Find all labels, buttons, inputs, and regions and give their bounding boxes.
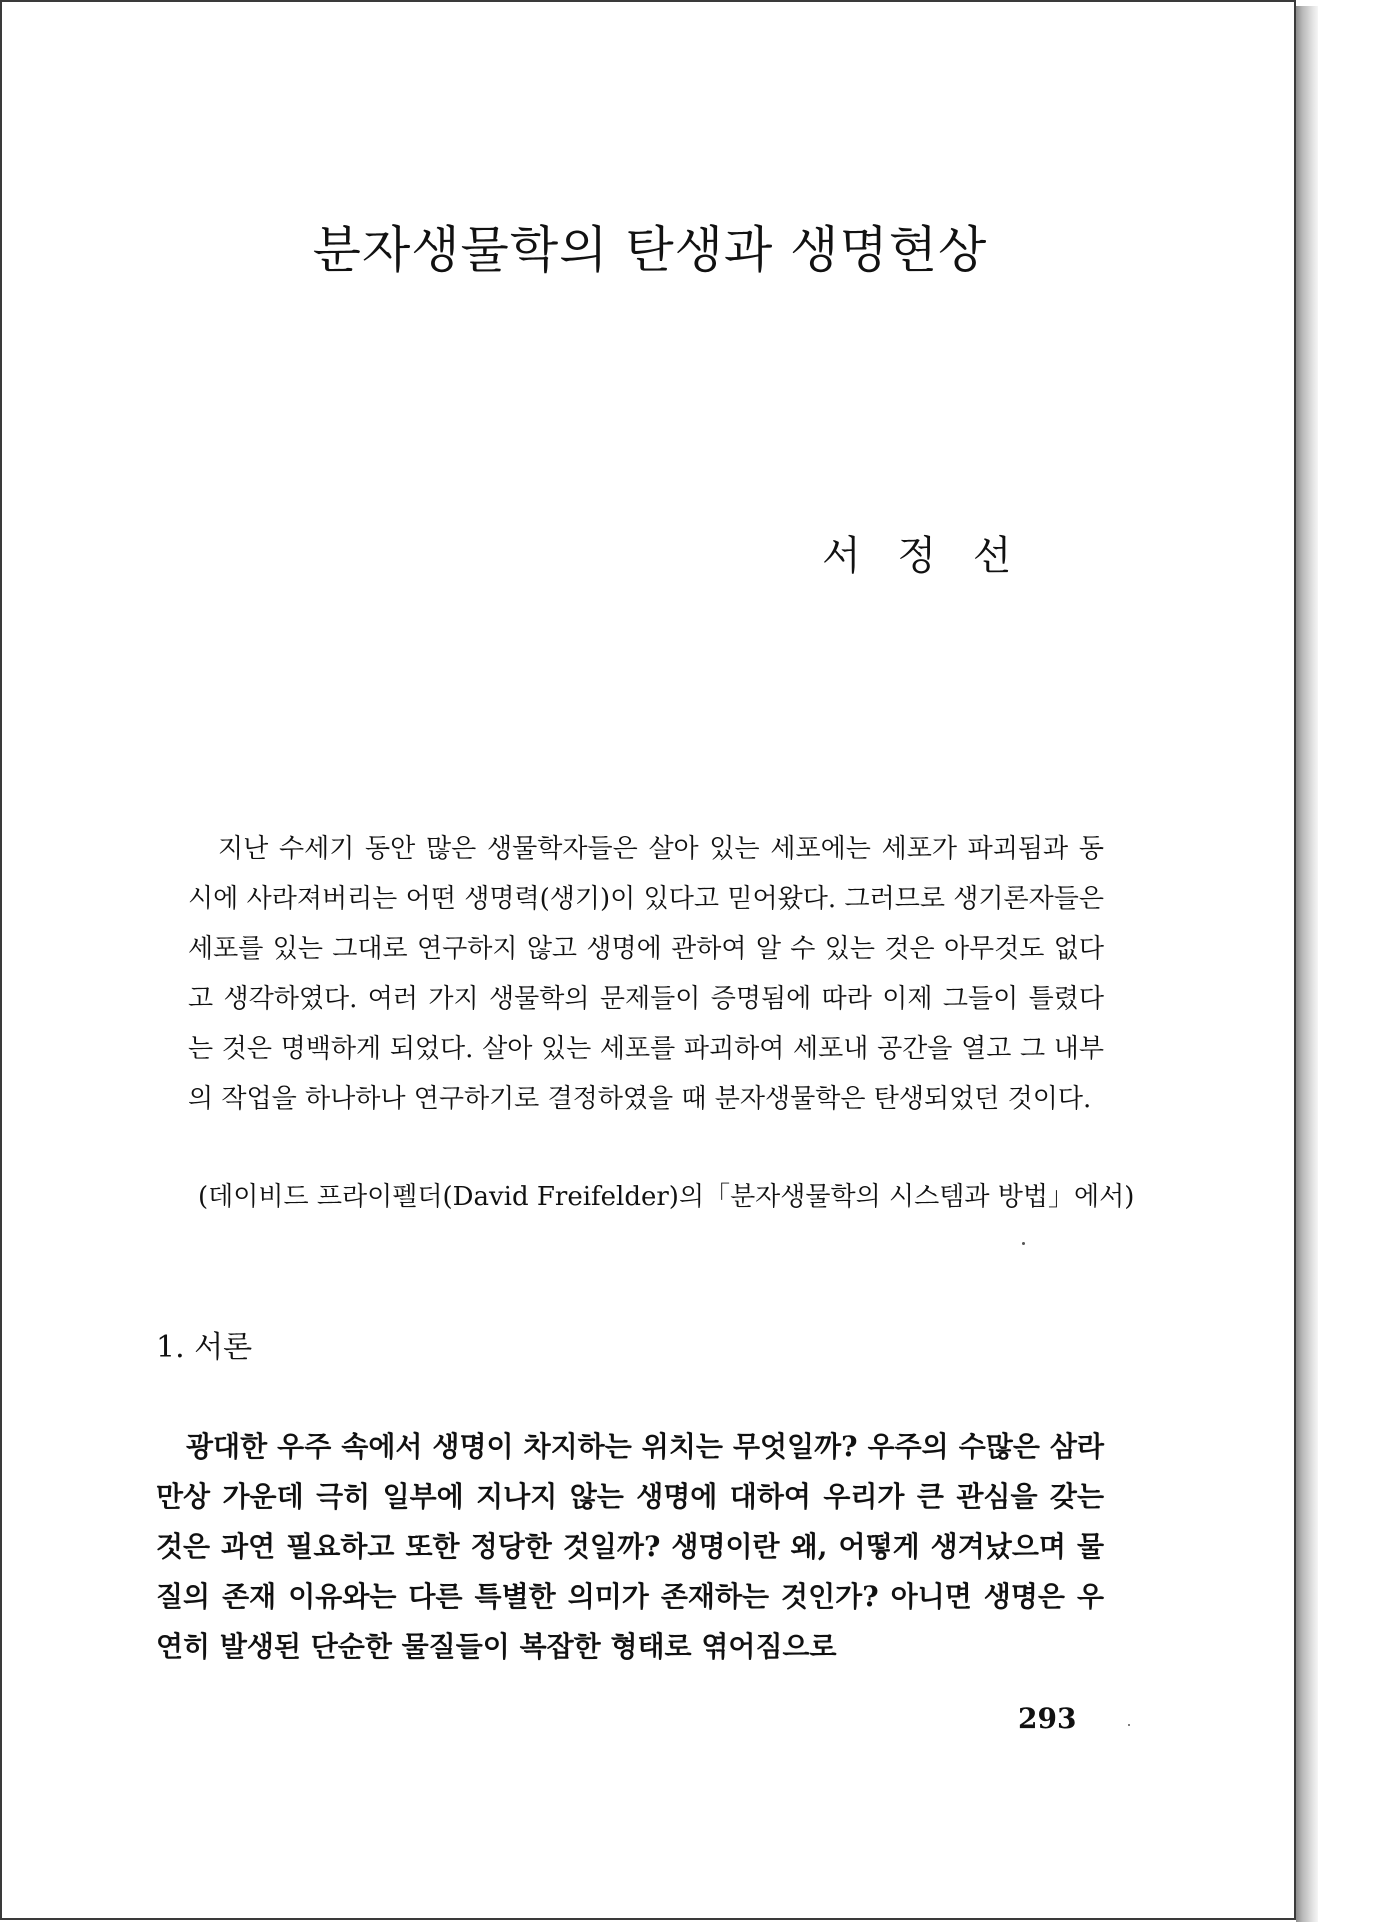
- author-name: 서 정 선: [822, 533, 1014, 579]
- scan-speck: [1022, 1242, 1025, 1245]
- page-edge-shadow: [1296, 6, 1318, 1922]
- epigraph-quote: 지난 수세기 동안 많은 생물학자들은 살아 있는 세포에는 세포가 파괴됨과 동시에 사라져버리는 어떤 생명력(생기)이 있다고 믿어왔다. 그러므로 생기론자들은 세포를 있는 그대로 연구하지 않고 생명에 관하여 알 수 있는 것은 아무것도 없다고 생각하였다. 여러 가지 생물학의 문제들이 증명됨에 따라 이제 그들이 틀렸다는 것은 명백하게 되었다. 살아 있는 세포를 파괴하여 세포내 공간을 열고 그 내부의 작업을 하나하나 연구하기로 결정하였을 때 분자생물학은 탄생되었던 것이다.: [188, 834, 1104, 1114]
- section-heading: 1. 서론: [156, 1330, 253, 1365]
- page-number: 293: [1018, 1702, 1077, 1735]
- body-paragraph: 광대한 우주 속에서 생명이 차지하는 위치는 무엇일까? 우주의 수많은 삼라만상 가운데 극히 일부에 지나지 않는 생명에 대하여 우리가 큰 관심을 갖는 것은 과연 필요하고 또한 정당한 것일까? 생명이란 왜, 어떻게 생겨났으며 물질의 존재 이유와는 다른 특별한 의미가 존재하는 것인가? 아니면 생명은 우연히 발생된 단순한 물질들이 복잡한 형태로 엮어짐으로: [156, 1430, 1105, 1663]
- scan-speck: [1128, 1724, 1130, 1726]
- article-title: 분자생물학의 탄생과 생명현상: [312, 221, 988, 279]
- epigraph-citation: (데이비드 프라이펠더(David Freifelder)의「분자생물학의 시스템과 방법」에서): [198, 1182, 1135, 1212]
